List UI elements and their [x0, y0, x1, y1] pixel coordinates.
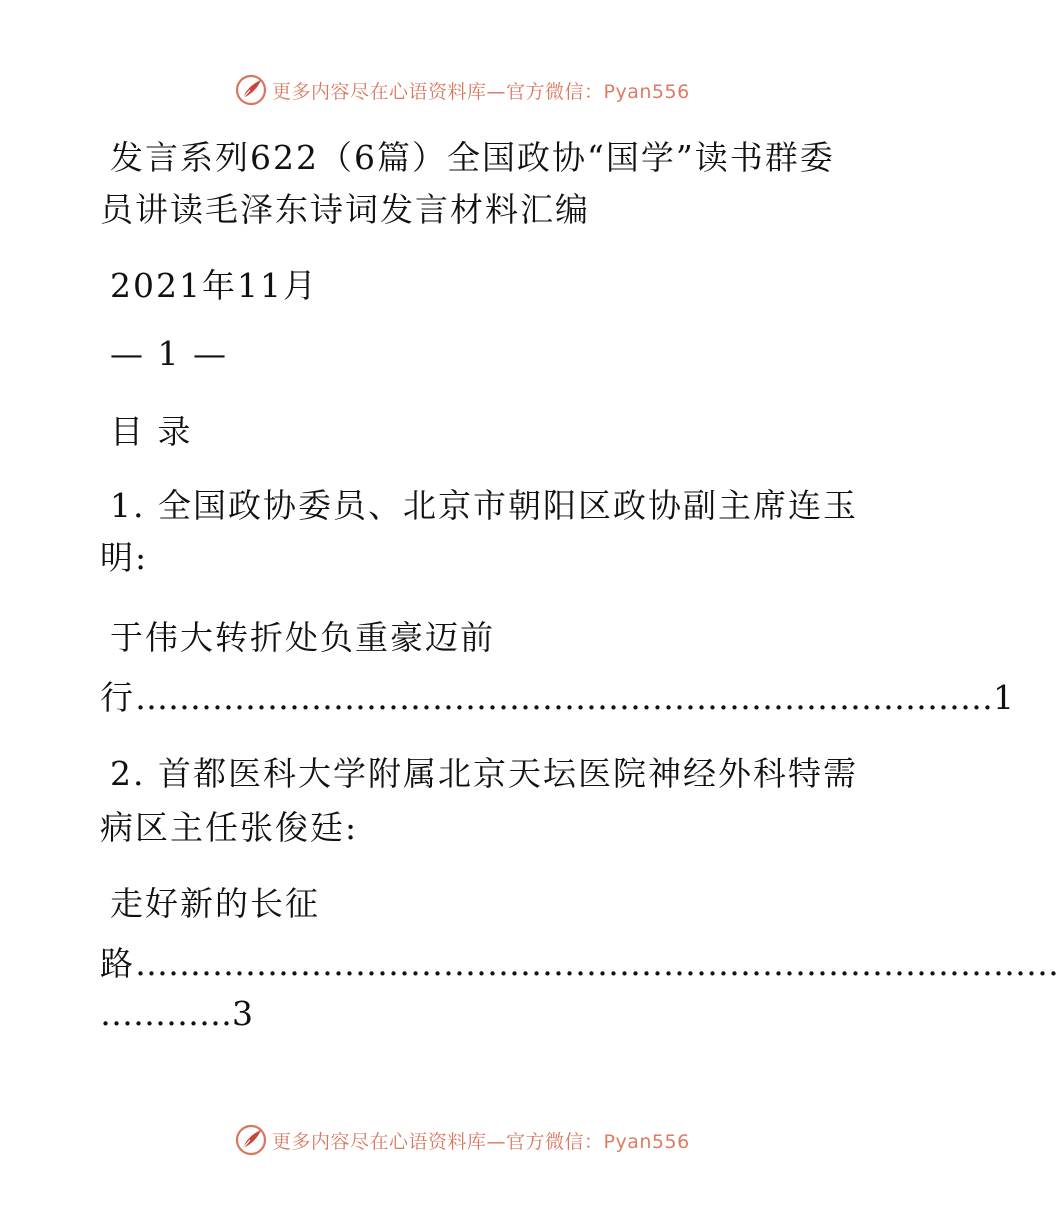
quill-seal-icon	[234, 1123, 268, 1157]
toc-item-2-page: 3	[232, 994, 255, 1033]
wechat-id: Pyan556	[603, 1130, 690, 1153]
toc-item-1-author-line-2: 明:	[100, 538, 149, 577]
toc-item-2-leader-cont[interactable]	[100, 994, 255, 1033]
toc-item-1-page: 1	[993, 678, 1016, 717]
watermark-header	[234, 72, 734, 108]
dot-leader: ……………………………………………………………………	[135, 678, 993, 717]
toc-item-2-author-line-2: 病区主任张俊廷:	[100, 808, 359, 847]
doc-title-line-2: 员讲读毛泽东诗词发言材料汇编	[100, 190, 590, 229]
doc-date: 2021年11月	[110, 266, 318, 305]
toc-item-2-title[interactable]: 走好新的长征	[110, 884, 320, 923]
watermark-text: 更多内容尽在心语资料库—官方微信：Pyan556	[272, 80, 690, 103]
quill-seal-icon	[234, 73, 268, 107]
toc-item-number: 1.	[110, 486, 146, 525]
toc-item-1-author-line-1: 1. 全国政协委员、北京市朝阳区政协副主席连玉	[110, 486, 858, 525]
toc-item-1-leader[interactable]: 行……………………………………………………………………1	[100, 678, 1016, 717]
toc-item-2-author-line-1: 2. 首都医科大学附属北京天坛医院神经外科特需	[110, 754, 858, 793]
dot-leader: …………	[100, 994, 232, 1033]
wechat-id: Pyan556	[603, 80, 690, 103]
watermark-text: 更多内容尽在心语资料库—官方微信：Pyan556	[272, 1130, 690, 1153]
watermark-footer	[234, 1122, 734, 1158]
dot-leader: …………………………………………………………………………	[135, 944, 1059, 983]
toc-item-1-title[interactable]: 于伟大转折处负重豪迈前	[110, 618, 495, 657]
toc-heading: 目 录	[110, 412, 193, 451]
toc-item-number: 2.	[110, 754, 146, 793]
page-marker: — 1 —	[110, 334, 228, 373]
doc-title-line-1: 发言系列622（6篇）全国政协“国学”读书群委	[110, 138, 835, 177]
toc-item-2-leader[interactable]: 路…………………………………………………………………………	[100, 944, 1059, 983]
